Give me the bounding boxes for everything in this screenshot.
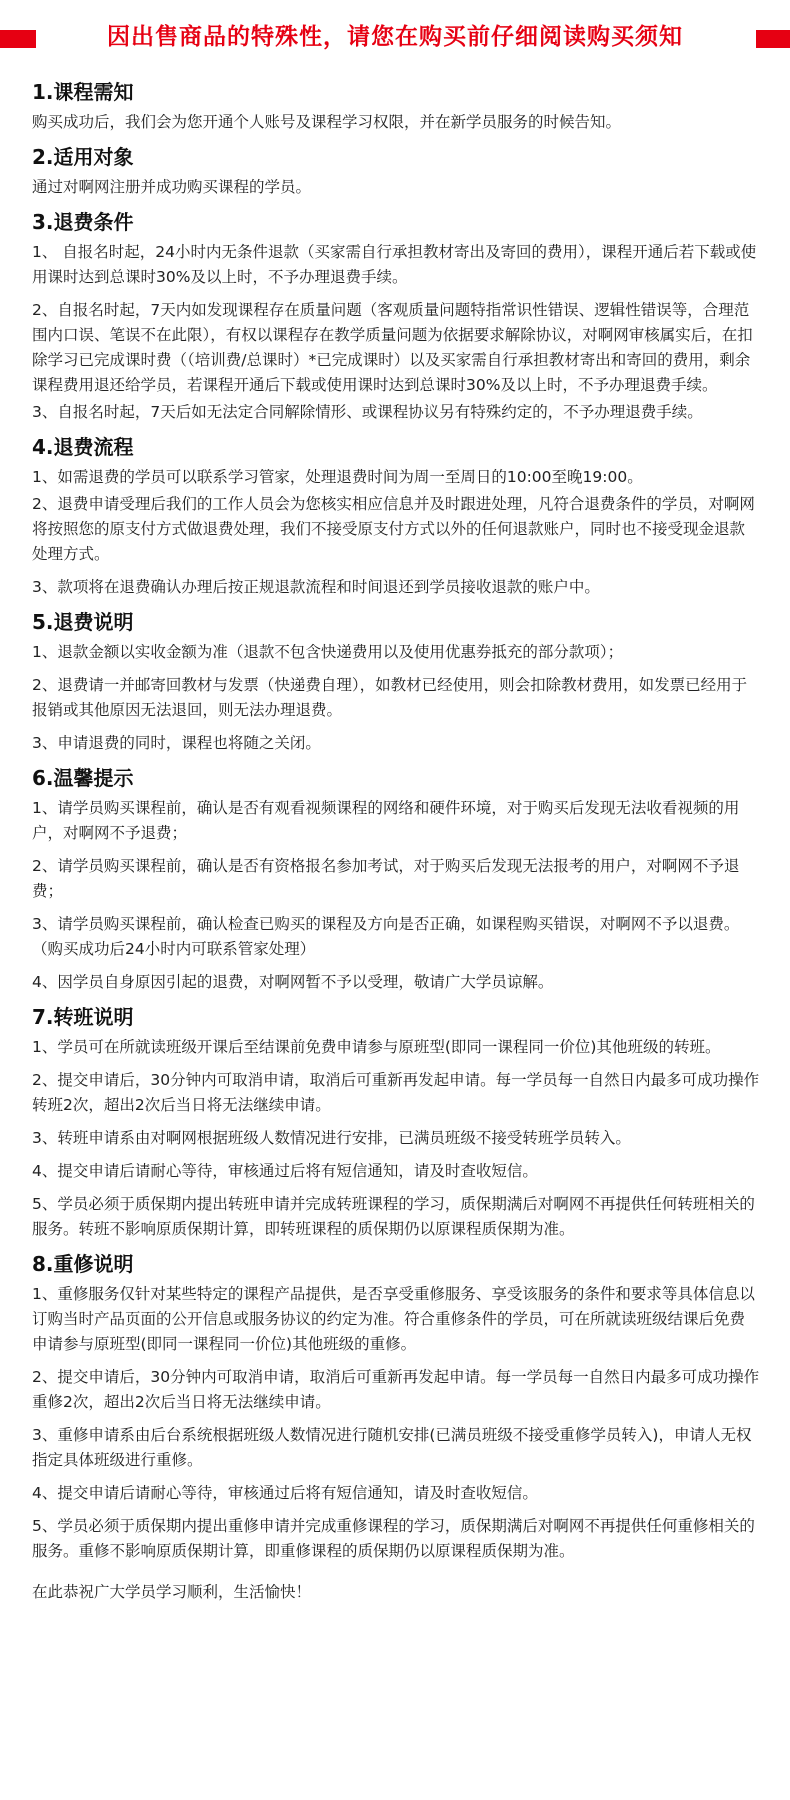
notice-banner xyxy=(0,0,790,70)
paragraph: 通过对啊网注册并成功购买课程的学员。 xyxy=(32,178,312,196)
section-refund-conditions xyxy=(32,208,760,425)
section-title: 2.适用对象 xyxy=(32,145,134,169)
paragraph: 3、款项将在退费确认办理后按正规退款流程和时间退还到学员接收退款的账户中。 xyxy=(32,578,600,596)
section-title: 3.退费条件 xyxy=(32,210,134,234)
notice-content xyxy=(0,78,790,1605)
paragraph: 2、请学员购买课程前，确认是否有资格报名参加考试，对于购买后发现无法报考的用户，对啊网不予退费； xyxy=(32,857,740,900)
paragraph: 2、退费请一并邮寄回教材与发票（快递费自理），如教材已经使用，则会扣除教材费用，如发票已经用于报销或其他原因无法退回，则无法办理退费。 xyxy=(32,676,748,719)
section-transfer xyxy=(32,1003,760,1242)
paragraph: 4、提交申请后请耐心等待，审核通过后将有短信通知，请及时查收短信。 xyxy=(32,1484,538,1502)
paragraph: 购买成功后，我们会为您开通个人账号及课程学习权限，并在新学员服务的时候告知。 xyxy=(32,113,622,131)
paragraph: 3、重修申请系由后台系统根据班级人数情况进行随机安排(已满员班级不接受重修学员转入)，申请人无权指定具体班级进行重修。 xyxy=(32,1426,752,1469)
paragraph: 1、学员可在所就读班级开课后至结课前免费申请参与原班型(即同一课程同一价位)其他班级的转班。 xyxy=(32,1038,721,1056)
closing-message: 在此恭祝广大学员学习顺利，生活愉快！ xyxy=(32,1583,312,1601)
section-tips xyxy=(32,764,760,995)
paragraph: 4、提交申请后请耐心等待，审核通过后将有短信通知，请及时查收短信。 xyxy=(32,1162,538,1180)
banner-right-bar xyxy=(756,30,790,48)
section-title: 4.退费流程 xyxy=(32,435,134,459)
section-refund-notes xyxy=(32,608,760,756)
section-title: 8.重修说明 xyxy=(32,1252,134,1276)
paragraph: 5、学员必须于质保期内提出重修申请并完成重修课程的学习，质保期满后对啊网不再提供任何重修相关的服务。重修不影响原质保期计算，即重修课程的质保期仍以原课程质保期为准。 xyxy=(32,1517,755,1560)
banner-left-bar xyxy=(0,30,36,48)
paragraph: 1、请学员购买课程前，确认是否有观看视频课程的网络和硬件环境，对于购买后发现无法收看视频的用户，对啊网不予退费； xyxy=(32,799,740,842)
banner-title: 因出售商品的特殊性，请您在购买前仔细阅读购买须知 xyxy=(107,22,683,50)
section-course-notice xyxy=(32,78,760,135)
section-refund-process xyxy=(32,433,760,600)
paragraph: 2、自报名时起，7天内如发现课程存在质量问题（客观质量问题特指常识性错误、逻辑性错误等，合理范围内口误、笔误不在此限），有权以课程存在教学质量问题为依据要求解除协议，对啊网审核属实后，在扣除学习已完成课时费（（培训费/总课时）*已完成课时）以及买家需自行承担教材寄出和寄回的费用，剩余课程费用退还给学员，若课程开通后下载或使用课时达到总课时30%及以上时，不予办理退费手续。 xyxy=(32,301,753,394)
section-title: 7.转班说明 xyxy=(32,1005,134,1029)
section-title: 5.退费说明 xyxy=(32,610,134,634)
paragraph: 2、提交申请后，30分钟内可取消申请，取消后可重新再发起申请。每一学员每一自然日内最多可成功操作转班2次，超出2次后当日将无法继续申请。 xyxy=(32,1071,760,1114)
paragraph: 4、因学员自身原因引起的退费，对啊网暂不予以受理，敬请广大学员谅解。 xyxy=(32,973,554,991)
paragraph: 3、申请退费的同时，课程也将随之关闭。 xyxy=(32,734,321,752)
section-retake xyxy=(32,1250,760,1564)
paragraph: 5、学员必须于质保期内提出转班申请并完成转班课程的学习，质保期满后对啊网不再提供任何转班相关的服务。转班不影响原质保期计算，即转班课程的质保期仍以原课程质保期为准。 xyxy=(32,1195,755,1238)
paragraph: 1、退款金额以实收金额为准（退款不包含快递费用以及使用优惠券抵充的部分款项）； xyxy=(32,643,624,661)
section-title: 6.温馨提示 xyxy=(32,766,134,790)
paragraph: 2、退费申请受理后我们的工作人员会为您核实相应信息并及时跟进处理，凡符合退费条件的学员，对啊网将按照您的原支付方式做退费处理，我们不接受原支付方式以外的任何退款账户，同时也不接受现金退款处理方式。 xyxy=(32,495,755,563)
section-title: 1.课程需知 xyxy=(32,80,134,104)
paragraph: 1、 自报名时起，24小时内无条件退款（买家需自行承担教材寄出及寄回的费用），课程开通后若下载或使用课时达到总课时30%及以上时，不予办理退费手续。 xyxy=(32,243,757,286)
paragraph: 1、重修服务仅针对某些特定的课程产品提供，是否享受重修服务、享受该服务的条件和要求等具体信息以订购当时产品页面的公开信息或服务协议的约定为准。符合重修条件的学员，可在所就读班级结课后免费申请参与原班型(即同一课程同一价位)其他班级的重修。 xyxy=(32,1285,755,1353)
section-applicable xyxy=(32,143,760,200)
paragraph: 2、提交申请后，30分钟内可取消申请，取消后可重新再发起申请。每一学员每一自然日内最多可成功操作重修2次，超出2次后当日将无法继续申请。 xyxy=(32,1368,760,1411)
paragraph: 1、如需退费的学员可以联系学习管家，处理退费时间为周一至周日的10:00至晚19:00。 xyxy=(32,468,643,486)
paragraph: 3、自报名时起，7天后如无法定合同解除情形、或课程协议另有特殊约定的，不予办理退费手续。 xyxy=(32,403,703,421)
paragraph: 3、请学员购买课程前，确认检查已购买的课程及方向是否正确，如课程购买错误，对啊网不予以退费。（购买成功后24小时内可联系管家处理） xyxy=(32,915,740,958)
paragraph: 3、转班申请系由对啊网根据班级人数情况进行安排，已满员班级不接受转班学员转入。 xyxy=(32,1129,631,1147)
